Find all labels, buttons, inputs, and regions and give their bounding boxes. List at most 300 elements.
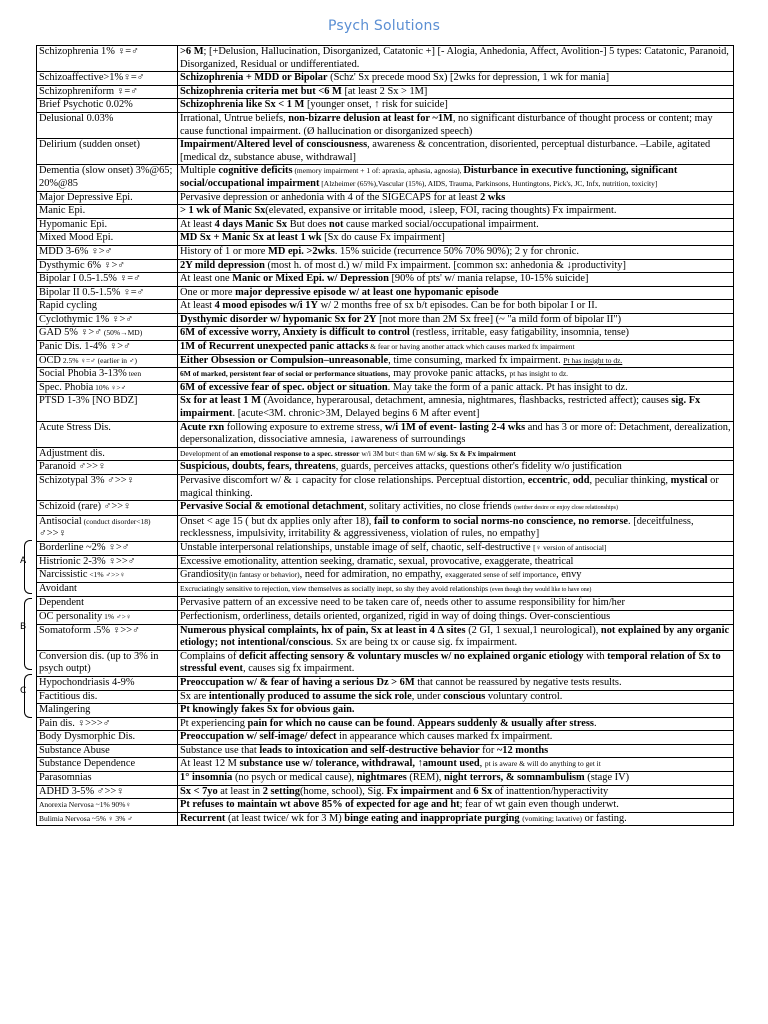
criteria-segment: Perfectionism, orderliness, details oriented, organized, rigid in way of doing things. Over-conscientious	[180, 610, 611, 622]
criteria-segment: odd	[572, 475, 590, 486]
disorder-criteria	[178, 273, 734, 287]
disorder-name-text: Substance Dependence	[39, 758, 136, 770]
criteria-segment: [Alzheimer (65%),Vascular (15%), AIDS, Trauma, Parkinsons, Huntingtons, Pick's, JC, Infx, nutrition, toxicity]	[319, 178, 658, 188]
disorder-criteria	[178, 690, 734, 704]
criteria-segment: Acute rxn	[180, 421, 225, 433]
criteria-segment: w/i 1M of event- lasting 2-4 wks	[384, 421, 526, 433]
disorder-name	[37, 541, 178, 555]
group-label-a: A	[20, 556, 27, 566]
criteria-segment: and	[453, 785, 474, 797]
criteria-segment: Excessive emotionality, attention seeking, dramatic, sexual, provocative, exaggerate, theatrical	[180, 555, 574, 567]
criteria-segment: pain for which no cause can be found	[247, 717, 413, 729]
criteria-segment: (in fantasy or behavior)	[229, 570, 300, 580]
disorder-name	[37, 597, 178, 611]
criteria-segment: that cannot be reassured by negative tests results.	[414, 676, 622, 688]
criteria-segment: .	[593, 717, 597, 729]
criteria-segment: (vomiting; laxative)	[522, 813, 583, 823]
table-row	[37, 812, 734, 826]
disorder-name	[37, 72, 178, 86]
criteria-segment: (memory impairment + 1 of: apraxia, aphasia, agnosia),	[292, 166, 464, 176]
criteria-segment: not explained by any organic etiology; not intentional/conscious	[180, 624, 730, 649]
criteria-segment: Onset < age 15 ( but dx applies only after 18),	[180, 515, 374, 527]
criteria-segment: Pt has insight to dz.	[563, 355, 623, 365]
table-row	[37, 300, 734, 314]
disorder-name	[37, 717, 178, 731]
criteria-segment: non-bizarre delusion at least for ~1M	[288, 112, 453, 124]
criteria-segment: Sx for at least 1 M	[180, 395, 261, 407]
disorder-name-text: Hypomanic Epi.	[39, 218, 108, 230]
criteria-segment: 6 Sx	[473, 785, 493, 797]
disorder-name	[37, 313, 178, 327]
criteria-segment: , time consuming, marked fx impairment.	[388, 354, 564, 366]
disorder-name	[37, 381, 178, 395]
disorder-name-text: Brief Psychotic 0.02%	[39, 99, 133, 111]
table-row	[37, 555, 734, 569]
disorder-name	[37, 300, 178, 314]
criteria-segment: 2 wks	[480, 191, 506, 203]
criteria-segment: Dysthymic disorder w/ hypomanic Sx for 2Y	[180, 313, 377, 325]
criteria-segment: MD Sx + Manic Sx at least 1 wk	[180, 232, 322, 244]
disorder-name	[37, 139, 178, 165]
disorder-criteria	[178, 421, 734, 447]
criteria-segment: eccentric	[527, 475, 568, 486]
disorder-criteria	[178, 72, 734, 86]
criteria-segment: an emotional response to a spec. stressor	[230, 448, 360, 458]
disorder-name	[37, 569, 178, 583]
disorder-criteria	[178, 475, 734, 501]
group-bracket-b	[24, 598, 32, 670]
criteria-segment: , guards, perceives attacks, questions other's fidelity w/o justification	[335, 461, 622, 473]
disorder-criteria	[178, 139, 734, 165]
criteria-segment: intentionally produced to assume the sick role	[208, 690, 412, 702]
disorder-criteria	[178, 205, 734, 219]
disorder-criteria	[178, 85, 734, 99]
criteria-segment: [younger onset, ↑ risk for suicide]	[304, 99, 448, 111]
table-row	[37, 354, 734, 368]
disorder-name-text: Anorexia Nervosa	[39, 800, 94, 810]
disorder-name-text: Antisocial	[39, 515, 82, 527]
criteria-segment: following exposure to extreme stress,	[224, 421, 385, 433]
disorder-name-text: Body Dysmorphic Dis.	[39, 731, 136, 743]
criteria-segment: . [acute<3M. chronic>3M, Delayed begins 6 M after event]	[232, 408, 480, 420]
disorder-criteria	[178, 541, 734, 555]
criteria-segment: . May take the form of a panic attack. Pt has insight to dz.	[387, 381, 628, 393]
disorder-name	[37, 582, 178, 597]
disorder-name	[37, 690, 178, 704]
disorder-name	[37, 610, 178, 624]
disorder-name-text: Narcissistic	[39, 569, 88, 581]
criteria-segment: 1° insomnia	[180, 772, 233, 784]
disorder-name-text: Bulimia Nervosa	[39, 813, 91, 823]
disorder-name-text: Dementia (slow onset) 3%@65; 20%@85	[39, 165, 173, 189]
criteria-segment: cognitive deficits	[218, 165, 293, 177]
table-row	[37, 690, 734, 704]
table-row	[37, 717, 734, 731]
table-row	[37, 676, 734, 690]
criteria-segment: Sx < 7yo	[180, 785, 218, 797]
criteria-segment: (neither desire or enjoy close relationships)	[514, 505, 618, 512]
criteria-segment: sig. Sx & Fx impairment	[437, 448, 516, 458]
table-row	[37, 245, 734, 259]
criteria-segment: ,	[479, 758, 485, 770]
table-row	[37, 112, 734, 138]
table-row	[37, 799, 734, 813]
criteria-segment: , may provoke panic attacks,	[388, 368, 510, 380]
table-row	[37, 475, 734, 501]
criteria-segment: Manic or Mixed Epi. w/ Depression	[232, 273, 389, 285]
disorder-name-text: Bipolar I 0.5-1.5% ♀=♂	[39, 273, 141, 285]
table-row	[37, 624, 734, 650]
disorder-name-text: Acute Stress Dis.	[39, 421, 111, 433]
disorder-name-text: Social Phobia 3-13%	[39, 368, 127, 380]
criteria-segment: (REM),	[406, 772, 444, 784]
criteria-segment: nightmares	[356, 772, 407, 784]
criteria-segment: of inattention/hyperactivity	[492, 785, 609, 797]
criteria-segment: (no psych or medical cause),	[232, 772, 357, 784]
disorder-criteria	[178, 597, 734, 611]
disorder-name	[37, 515, 178, 541]
table-row	[37, 341, 734, 355]
criteria-segment: Sx are	[180, 690, 209, 702]
table-row	[37, 785, 734, 799]
disorder-name-text: Schizophrenia 1% ♀=♂	[39, 46, 139, 57]
disorder-criteria	[178, 313, 734, 327]
table-row	[37, 72, 734, 86]
disorder-name	[37, 99, 178, 113]
disorder-name-text: Panic Dis. 1-4% ♀>♂	[39, 341, 131, 353]
group-bracket-c	[24, 674, 32, 718]
table-row	[37, 421, 734, 447]
criteria-segment: , under	[411, 690, 444, 702]
criteria-segment: Pervasive depression or anhedonia with 4 of the SIGECAPS for at least	[180, 191, 481, 203]
disorder-criteria	[178, 395, 734, 421]
criteria-segment: History of 1 or more	[180, 245, 269, 257]
criteria-segment: Pt refuses to maintain wt above 85% of expected for age and ht	[180, 799, 460, 811]
criteria-segment: voluntary control.	[485, 690, 563, 702]
criteria-segment: At least one	[180, 273, 233, 285]
disorder-name-note: ~1% 90%♀	[93, 800, 131, 810]
criteria-segment: Suspicious, doubts, fears, threatens	[180, 461, 336, 473]
disorder-criteria	[178, 99, 734, 113]
disorder-name-text: Borderline ~2% ♀>♂	[39, 541, 130, 553]
disorder-criteria	[178, 785, 734, 799]
criteria-segment: Complains of	[180, 650, 239, 662]
disorder-name-text: Conversion dis. (up to 3% in psych outpt)	[39, 650, 159, 675]
criteria-segment: , no significant disturbance of thought process or content; may cause functional impairment. (Ø hallucination or disorganized speech)	[180, 112, 713, 137]
table-row	[37, 327, 734, 341]
criteria-segment: ; [+Delusion, Hallucination, Disorganized, Catatonic +] [- Alogia, Anhedonia, Affect, Avolition-] 5 types: Catatonic, Paranoid, Disorganized, Residual or undifferentiated.	[180, 46, 729, 70]
criteria-segment: Schizophrenia like Sx < 1 M	[180, 99, 305, 111]
criteria-segment: At least	[180, 300, 215, 312]
disorder-name-text: Parasomnias	[39, 772, 92, 784]
criteria-segment: Unstable interpersonal relationships, unstable image of self, chaotic, self-destructive	[180, 541, 534, 553]
disorder-criteria	[178, 259, 734, 273]
table-row	[37, 381, 734, 395]
disorder-criteria	[178, 799, 734, 813]
criteria-segment: Appears suddenly & usually after stress	[417, 717, 594, 729]
criteria-segment: with	[583, 650, 608, 662]
disorder-name-text: Schizophreniform ♀=♂	[39, 85, 139, 97]
criteria-segment: exaggerated sense of self importance	[445, 570, 557, 580]
group-bracket-a	[24, 540, 32, 594]
criteria-segment: conscious	[443, 690, 486, 702]
group-label-c: C	[20, 686, 27, 696]
disorder-name-text: OCD	[39, 354, 61, 366]
criteria-segment: w/ 2 months free of sx b/t episodes. Can be for both bipolar I or II.	[317, 300, 598, 312]
table-row	[37, 259, 734, 273]
disorder-name-text: Dependent	[39, 597, 85, 609]
table-row	[37, 597, 734, 611]
disorder-name	[37, 461, 178, 475]
disorder-name-text: Mixed Mood Epi.	[39, 232, 114, 244]
criteria-segment: At least	[180, 218, 215, 230]
criteria-segment: [Sx do cause Fx impairment]	[321, 232, 445, 244]
criteria-segment: [not more than 2M Sx free] (~ "a mild form of bipolar II")	[376, 313, 622, 325]
disorder-criteria	[178, 341, 734, 355]
disorder-name	[37, 259, 178, 273]
disorder-criteria	[178, 758, 734, 772]
disorder-criteria	[178, 46, 734, 72]
disorder-name	[37, 218, 178, 232]
criteria-segment: Recurrent	[180, 812, 226, 824]
disorder-name	[37, 165, 178, 191]
criteria-segment: . 15% suicide (recurrence 50% 70% 90%); 2 y for chronic.	[334, 245, 579, 257]
table-row	[37, 232, 734, 246]
disorder-name	[37, 676, 178, 690]
criteria-segment: cause marked social/occupational impairment.	[343, 218, 539, 230]
disorder-criteria	[178, 744, 734, 758]
criteria-segment: ; fear of wt gain even though underwt.	[459, 799, 619, 811]
disorder-name	[37, 812, 178, 826]
criteria-segment: Pervasive Social & emotional detachment	[180, 501, 365, 513]
disorder-name-text: OC personality	[39, 610, 103, 622]
criteria-segment: .	[412, 717, 418, 729]
disorder-name-text: PTSD 1-3% [NO BDZ]	[39, 395, 138, 407]
disorder-criteria	[178, 165, 734, 191]
disorder-name-text: Substance Abuse	[39, 744, 110, 756]
disorder-name	[37, 327, 178, 341]
criteria-segment: [♀ version of antisocial]	[533, 542, 607, 552]
criteria-segment: (Avoidance, hyperarousal, detachment, amnesia, nightmares, flashbacks, restricted affect); causes	[260, 395, 672, 407]
disorder-criteria	[178, 610, 734, 624]
criteria-segment: , envy	[556, 569, 582, 581]
disorder-criteria	[178, 368, 734, 382]
criteria-segment: One or more	[180, 286, 236, 298]
table-row	[37, 515, 734, 541]
disorder-name-text: ADHD 3-5% ♂>>♀	[39, 785, 125, 797]
disorder-criteria	[178, 624, 734, 650]
criteria-segment: ~12 months	[496, 744, 549, 756]
disorder-name	[37, 205, 178, 219]
criteria-segment: Pervasive discomfort w/ & ↓ capacity for close relationships. Perceptual distortion,	[180, 475, 528, 486]
table-row	[37, 744, 734, 758]
criteria-segment: in appearance which causes marked fx impairment.	[336, 731, 553, 743]
disorder-criteria	[178, 354, 734, 368]
disorder-name	[37, 286, 178, 300]
disorder-name-text: Factitious dis.	[39, 690, 98, 702]
disorder-name	[37, 785, 178, 799]
criteria-segment: mystical	[670, 475, 708, 486]
disorder-name-text: Avoidant	[39, 582, 77, 594]
table-row	[37, 582, 734, 597]
disorder-criteria	[178, 447, 734, 461]
disorder-name	[37, 731, 178, 745]
criteria-segment: at least in	[217, 785, 263, 797]
criteria-segment: [at least 2 Sx > 1M]	[341, 85, 428, 97]
disorder-criteria	[178, 381, 734, 395]
criteria-segment: sig. Fx impairment	[180, 395, 701, 420]
criteria-segment: 6M of excessive worry, Anxiety is difficult to control	[180, 327, 410, 339]
criteria-segment: deficit affecting sensory & voluntary muscles w/ no explained organic etiology	[238, 650, 584, 662]
table-row	[37, 85, 734, 99]
criteria-segment: pt has insight to dz.	[509, 369, 569, 379]
disorder-name	[37, 772, 178, 786]
disorder-name-text: Bipolar II 0.5-1.5% ♀=♂	[39, 286, 145, 298]
disorder-criteria	[178, 555, 734, 569]
criteria-segment: , awareness & concentration, disoriented, perceptual disturbance. –Labile, agitated [medical dz, substance abuse, withdrawal]	[180, 139, 711, 163]
criteria-segment: 6M of excessive fear of spec. object or situation	[180, 381, 388, 393]
criteria-segment: Multiple	[180, 165, 219, 177]
table-row	[37, 273, 734, 287]
disorder-name	[37, 341, 178, 355]
disorder-name-text: Major Depressive Epi.	[39, 191, 133, 203]
disorder-name	[37, 232, 178, 246]
criteria-segment: 2 setting	[262, 785, 300, 797]
criteria-segment: , causes sig fx impairment.	[243, 663, 355, 675]
table-row	[37, 139, 734, 165]
disorder-name-text: Schizoid (rare) ♂>>♀	[39, 501, 131, 513]
table-row	[37, 286, 734, 300]
disorder-name	[37, 421, 178, 447]
disorder-name-note: <1% ♂>>♀	[87, 570, 126, 580]
criteria-segment: (most h. of most d.) w/ mild Fx impairment. [common sx: anhedonia & ↓productivity]	[264, 259, 626, 271]
criteria-segment: w/i 3M but< than 6M w/	[359, 448, 438, 458]
table-row	[37, 191, 734, 205]
criteria-segment: , solitary activities, no close friends	[364, 501, 515, 513]
disorder-name-text: Pain dis. ♀>>>♂	[39, 717, 111, 729]
disorder-criteria	[178, 704, 734, 718]
group-label-b: B	[20, 622, 27, 632]
disorder-name-text: MDD 3-6% ♀>♂	[39, 245, 113, 257]
table-row	[37, 541, 734, 555]
criteria-segment: 6M of marked, persistent fear of social or performance situations	[180, 369, 389, 379]
criteria-segment: Either Obsession or Compulsion–unreasonable	[180, 354, 389, 366]
disorders-table	[36, 45, 734, 826]
criteria-segment: major depressive episode w/ at least one hypomanic episode	[235, 286, 499, 298]
criteria-segment: Pervasive pattern of an excessive need to be taken care of, needs other to assume responsibility for him/her	[180, 597, 625, 609]
criteria-segment: , need for admiration, no empathy,	[299, 569, 446, 581]
criteria-segment: 1M of Recurrent unexpected panic attacks	[180, 341, 369, 353]
table-row	[37, 772, 734, 786]
criteria-segment: Substance use that	[180, 744, 260, 756]
disorder-criteria	[178, 327, 734, 341]
criteria-segment: >6 M	[180, 46, 204, 57]
criteria-segment: Excruciatingly sensitive to rejection, view themselves as socially inept, so shy they avoid relationships	[180, 583, 490, 593]
criteria-segment: for	[479, 744, 497, 756]
disorder-name	[37, 85, 178, 99]
criteria-segment: . Sx are being tx or cause sig. fx impairment.	[330, 637, 518, 649]
disorder-name	[37, 555, 178, 569]
criteria-segment: Preoccupation w/ self-image/ defect	[180, 731, 337, 743]
criteria-segment: Preoccupation w/ & fear of having a serious Dz > 6M	[180, 676, 415, 688]
criteria-segment: night terrors, & somnambulism	[444, 772, 585, 784]
disorder-name-text: Delirium (sudden onset)	[39, 139, 140, 151]
criteria-segment: or fasting.	[582, 812, 627, 824]
table-row	[37, 569, 734, 583]
criteria-segment: . [deceitfulness, recklessness, impulsivity, irritability & aggressiveness, violation of rules, no empathy]	[180, 515, 694, 540]
criteria-segment: ,	[567, 475, 573, 486]
criteria-segment: and has 3 or more of: Detachment, derealization, depersonalization, dissociative amnesia, ↓awareness of surroundings	[180, 421, 731, 446]
criteria-segment: fail to conform to social norms-no conscience, no remorse	[374, 515, 629, 527]
criteria-segment: 4 mood episodes w/i 1Y	[214, 300, 318, 312]
disorder-name	[37, 368, 178, 382]
criteria-segment: Impairment/Altered level of consciousness	[180, 139, 368, 151]
disorder-criteria	[178, 582, 734, 597]
criteria-segment: , peculiar thinking,	[589, 475, 671, 486]
table-row	[37, 447, 734, 461]
disorder-name-note: 10% ♀>♂	[93, 382, 127, 392]
disorder-name-text: Somatoform .5% ♀>>♂	[39, 624, 140, 636]
criteria-segment: > 1 wk of Manic Sx	[180, 205, 266, 217]
disorder-criteria	[178, 286, 734, 300]
disorder-name-text: Spec. Phobia	[39, 381, 94, 393]
criteria-segment: (at least twice/ wk for 3 M)	[225, 812, 345, 824]
disorder-name-note: (conduct disorder<18)	[81, 516, 151, 526]
disorder-criteria	[178, 731, 734, 745]
table-row	[37, 395, 734, 421]
criteria-segment: (stage IV)	[584, 772, 630, 784]
criteria-segment: (elevated, expansive or irritable mood, ↓sleep, FOI, racing thoughts) Fx impairment.	[265, 205, 617, 217]
disorder-name	[37, 191, 178, 205]
table-row	[37, 461, 734, 475]
disorder-name-text: Malingering	[39, 704, 91, 716]
disorder-name-text: Histrionic 2-3% ♀>>♂	[39, 555, 136, 567]
disorder-criteria	[178, 300, 734, 314]
table-row	[37, 731, 734, 745]
criteria-segment: temporal relation of Sx to stressful event	[180, 650, 721, 675]
disorder-criteria	[178, 650, 734, 676]
disorder-criteria	[178, 232, 734, 246]
disorder-criteria	[178, 245, 734, 259]
table-row	[37, 704, 734, 718]
criteria-segment: Numerous physical complaints, hx of pain, Sx at least in 4 ∆ sites	[180, 624, 466, 636]
disorder-criteria	[178, 191, 734, 205]
disorder-name	[37, 799, 178, 813]
disorder-name-text: Hypochondriasis 4-9%	[39, 676, 135, 688]
table-row	[37, 368, 734, 382]
disorder-criteria	[178, 218, 734, 232]
criteria-segment: MD epi. >2wks	[268, 245, 335, 257]
criteria-segment: [90% of pts' w/ mania relapse, 10-15% suicide]	[388, 273, 589, 285]
criteria-segment: At least 12 M	[180, 758, 240, 770]
criteria-segment: (even though they would like to have one)	[489, 586, 592, 593]
disorder-name	[37, 46, 178, 72]
criteria-segment: Pt knowingly fakes Sx for obvious gain.	[180, 704, 355, 716]
disorder-criteria	[178, 676, 734, 690]
criteria-segment: Pt experiencing	[180, 717, 248, 729]
disorder-name	[37, 744, 178, 758]
criteria-segment: & fear or having another attack which causes marked fx impairment	[368, 342, 575, 352]
criteria-segment: or magical thinking.	[180, 475, 719, 499]
disorder-name	[37, 624, 178, 650]
disorder-name-text: GAD 5% ♀>♂	[39, 327, 103, 339]
criteria-segment: (2 GI, 1 sexual,1 neurological),	[465, 624, 601, 636]
criteria-segment: Development of	[180, 448, 231, 458]
disorder-name	[37, 704, 178, 718]
disorder-name	[37, 501, 178, 516]
disorder-name-ratio: ♂>>♀	[39, 528, 67, 540]
disorder-name-text: Delusional 0.03%	[39, 112, 114, 124]
